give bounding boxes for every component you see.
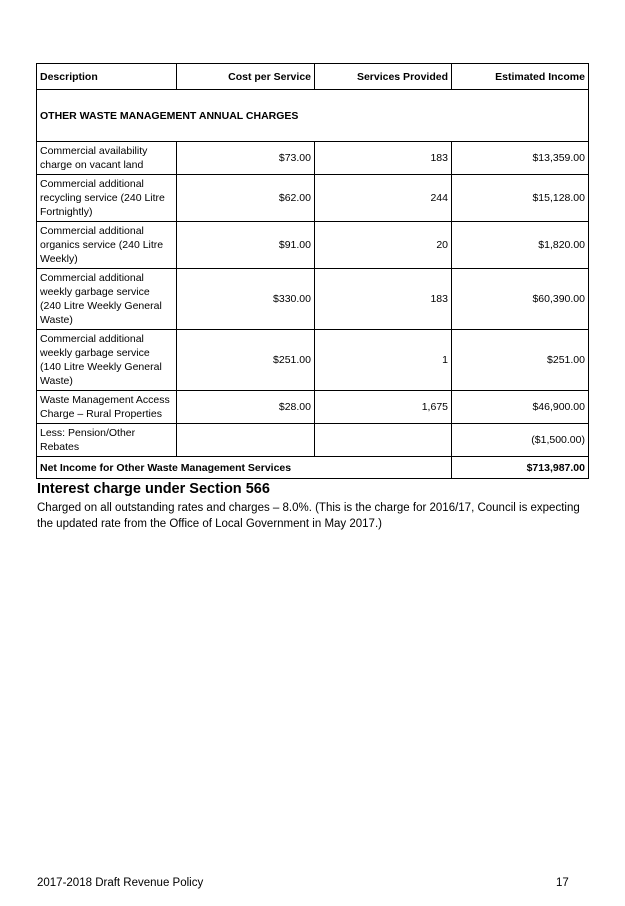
header-cost: Cost per Service [177, 64, 315, 90]
row-description: Waste Management Access Charge – Rural Properties [37, 391, 177, 424]
row-cost: $330.00 [177, 269, 315, 330]
section-row [37, 90, 589, 142]
row-description: Commercial availability charge on vacant land [37, 142, 177, 175]
row-cost: $73.00 [177, 142, 315, 175]
row-services: 1 [315, 330, 452, 391]
section-title: OTHER WASTE MANAGEMENT ANNUAL CHARGES [37, 90, 589, 142]
row-description: Commercial additional weekly garbage service (140 Litre Weekly General Waste) [37, 330, 177, 391]
row-cost: $62.00 [177, 175, 315, 222]
table-row [37, 424, 589, 457]
row-income: $46,900.00 [452, 391, 589, 424]
row-services [315, 424, 452, 457]
header-income: Estimated Income [452, 64, 589, 90]
row-description: Commercial additional organics service (240 Litre Weekly) [37, 222, 177, 269]
row-description: Commercial additional weekly garbage service (240 Litre Weekly General Waste) [37, 269, 177, 330]
interest-heading: Interest charge under Section 566 [37, 481, 270, 497]
row-services: 1,675 [315, 391, 452, 424]
row-income: $13,359.00 [452, 142, 589, 175]
waste-charges-table [36, 63, 589, 479]
total-row [37, 457, 589, 479]
row-income: $1,820.00 [452, 222, 589, 269]
footer-page-number: 17 [556, 877, 569, 889]
row-cost: $91.00 [177, 222, 315, 269]
total-value: $713,987.00 [452, 457, 589, 479]
table-row [37, 142, 589, 175]
header-services: Services Provided [315, 64, 452, 90]
row-income: $60,390.00 [452, 269, 589, 330]
row-cost: $251.00 [177, 330, 315, 391]
table-row [37, 222, 589, 269]
row-description: Less: Pension/Other Rebates [37, 424, 177, 457]
row-income: $251.00 [452, 330, 589, 391]
table-row [37, 330, 589, 391]
footer-document-title: 2017-2018 Draft Revenue Policy [37, 877, 204, 889]
interest-description: Charged on all outstanding rates and charges – 8.0%. (This is the charge for 2016/17, Council is expecting the updated rate from the Office of Local Government in May 2017.) [37, 502, 580, 530]
row-income: $15,128.00 [452, 175, 589, 222]
table-header-row [37, 64, 589, 90]
table-row [37, 269, 589, 330]
row-description: Commercial additional recycling service (240 Litre Fortnightly) [37, 175, 177, 222]
row-services: 183 [315, 142, 452, 175]
row-cost: $28.00 [177, 391, 315, 424]
table-row [37, 175, 589, 222]
table-row [37, 391, 589, 424]
row-services: 20 [315, 222, 452, 269]
row-services: 244 [315, 175, 452, 222]
row-services: 183 [315, 269, 452, 330]
row-income: ($1,500.00) [452, 424, 589, 457]
total-label: Net Income for Other Waste Management Services [37, 457, 452, 479]
row-cost [177, 424, 315, 457]
header-description: Description [37, 64, 177, 90]
